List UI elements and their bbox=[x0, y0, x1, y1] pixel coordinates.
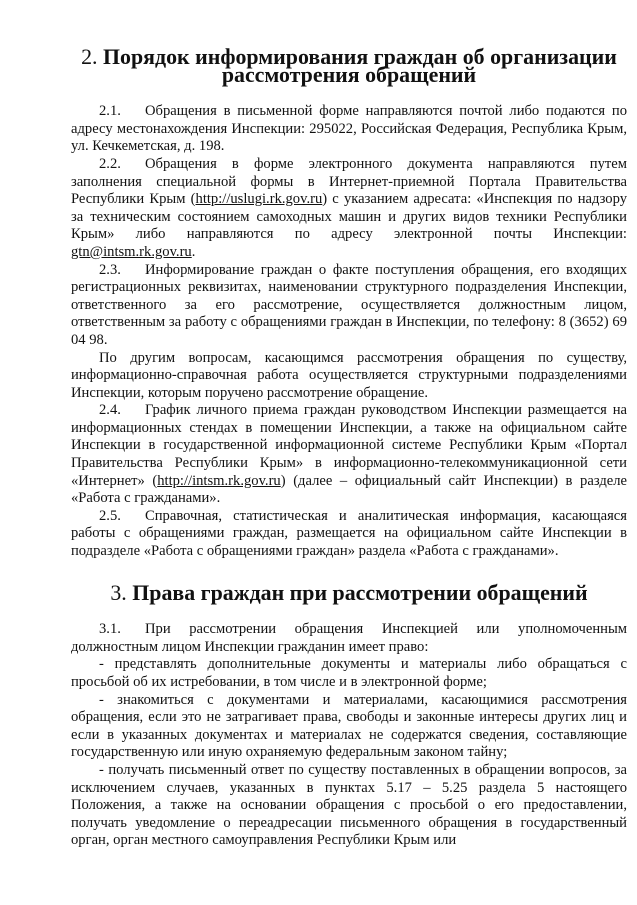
rights-item: - получать письменный ответ по существу поставленных в обращении вопросов, за исключением случаев, указанных в пунктах 5.17 – 5.25 раздела 5 настоящего Положения, а также на основании обращения с просьбой о его предоставлении, получать уведомление о переадресации письменного обращения в государственный орган, орган местного самоуправления Республики Крым или bbox=[71, 761, 627, 849]
clause-number: 3.1. bbox=[99, 621, 121, 638]
paragraph-2-3-continued bbox=[71, 350, 627, 403]
clause-text: ) с указанием адресата: «Инспекция по надзору за техническим состоянием самоходных машин и других видов техники Республики Крым» либо направляются по адресу электронной почты Инспекции: bbox=[71, 191, 627, 243]
clause-text: По другим вопросам, касающимся рассмотрения обращения по существу, информационно-справочная работа осуществляется структурными подразделениями Инспекции, которым поручено рассмотрение обращение. bbox=[71, 349, 627, 401]
clause-number: 2.5. bbox=[99, 507, 121, 524]
clause-text: Информирование граждан о факте поступления обращения, его входящих регистрационных реквизитах, наименовании структурного подразделения Инспекции, ответственного за его рассмотрение, осуществляется должностным лицом, ответственным за работу с обращениями граждан в Инспекции, по телефону: 8 (3652) 69 04 98. bbox=[71, 261, 627, 348]
clause-text: Обращения в письменной форме направляются почтой либо подаются по адресу местонахождения Инспекции: 295022, Российская Федерация, Республика Крым, ул. Кечкеметская, д. 198. bbox=[71, 103, 627, 155]
clause-number: 2.4. bbox=[99, 402, 121, 419]
email-link[interactable]: gtn@intsm.rk.gov.ru bbox=[71, 243, 192, 260]
paragraph-2-3 bbox=[71, 262, 627, 350]
paragraph-2-4 bbox=[71, 402, 627, 508]
official-site-link[interactable]: http://intsm.rk.gov.ru bbox=[157, 472, 281, 489]
rights-item: - знакомиться с документами и материалами, касающимися рассмотрения обращения, если это не затрагивает права, свободы и законные интересы других лиц и если в указанных документах и материалах не содержатся сведения, составляющие государственную или иную охраняемую федеральным законом тайну; bbox=[71, 691, 627, 761]
clause-text: . bbox=[191, 243, 196, 260]
clause-number: 2.2. bbox=[99, 155, 121, 172]
paragraph-3-1 bbox=[71, 621, 627, 656]
clause-text: Справочная, статистическая и аналитическая информация, касающаяся работы с обращениями граждан, размещается на официальном сайте Инспекции в подразделе «Работа с обращениями граждан» раздела «Работа с гражданами». bbox=[71, 507, 627, 560]
paragraph-2-1 bbox=[71, 103, 627, 156]
paragraph-2-5 bbox=[71, 508, 627, 561]
clause-text: ) (далее – официальный сайт Инспекции) в разделе «Работа с гражданами». bbox=[71, 472, 627, 507]
clause-number: 2.3. bbox=[99, 261, 121, 278]
clause-number: 2.1. bbox=[99, 103, 121, 120]
clause-text: График личного приема граждан руководством Инспекции размещается на информационных стендах в помещении Инспекции, а также на официальном сайте Инспекции в государственной информационной системе Республики Крым «Портал Правительства Республики Крым» в информационно-телекоммуникационной сети «Интернет» ( bbox=[71, 402, 627, 489]
rights-item: - представлять дополнительные документы и материалы либо обращаться с просьбой об их истребовании, в том числе и в электронной форме; bbox=[71, 656, 627, 690]
section-2-heading bbox=[71, 44, 627, 87]
paragraph-2-2 bbox=[71, 156, 627, 262]
section-2-number: 2. bbox=[81, 44, 98, 69]
section-2-title: Порядок информирования граждан об организации рассмотрения обращений bbox=[103, 44, 617, 87]
portal-link[interactable]: http://uslugi.rk.gov.ru bbox=[195, 191, 323, 208]
section-3-number: 3. bbox=[110, 579, 127, 605]
document-page bbox=[71, 44, 627, 850]
section-3-heading bbox=[71, 579, 627, 605]
section-3-title: Права граждан при рассмотрении обращений bbox=[132, 579, 588, 605]
clause-text: При рассмотрении обращения Инспекцией или уполномоченным должностным лицом Инспекции гражданин имеет право: bbox=[71, 621, 627, 655]
clause-text: Обращения в форме электронного документа направляются путем заполнения специальной формы в Интернет-приемной Портала Правительства Республики Крым ( bbox=[71, 155, 627, 208]
